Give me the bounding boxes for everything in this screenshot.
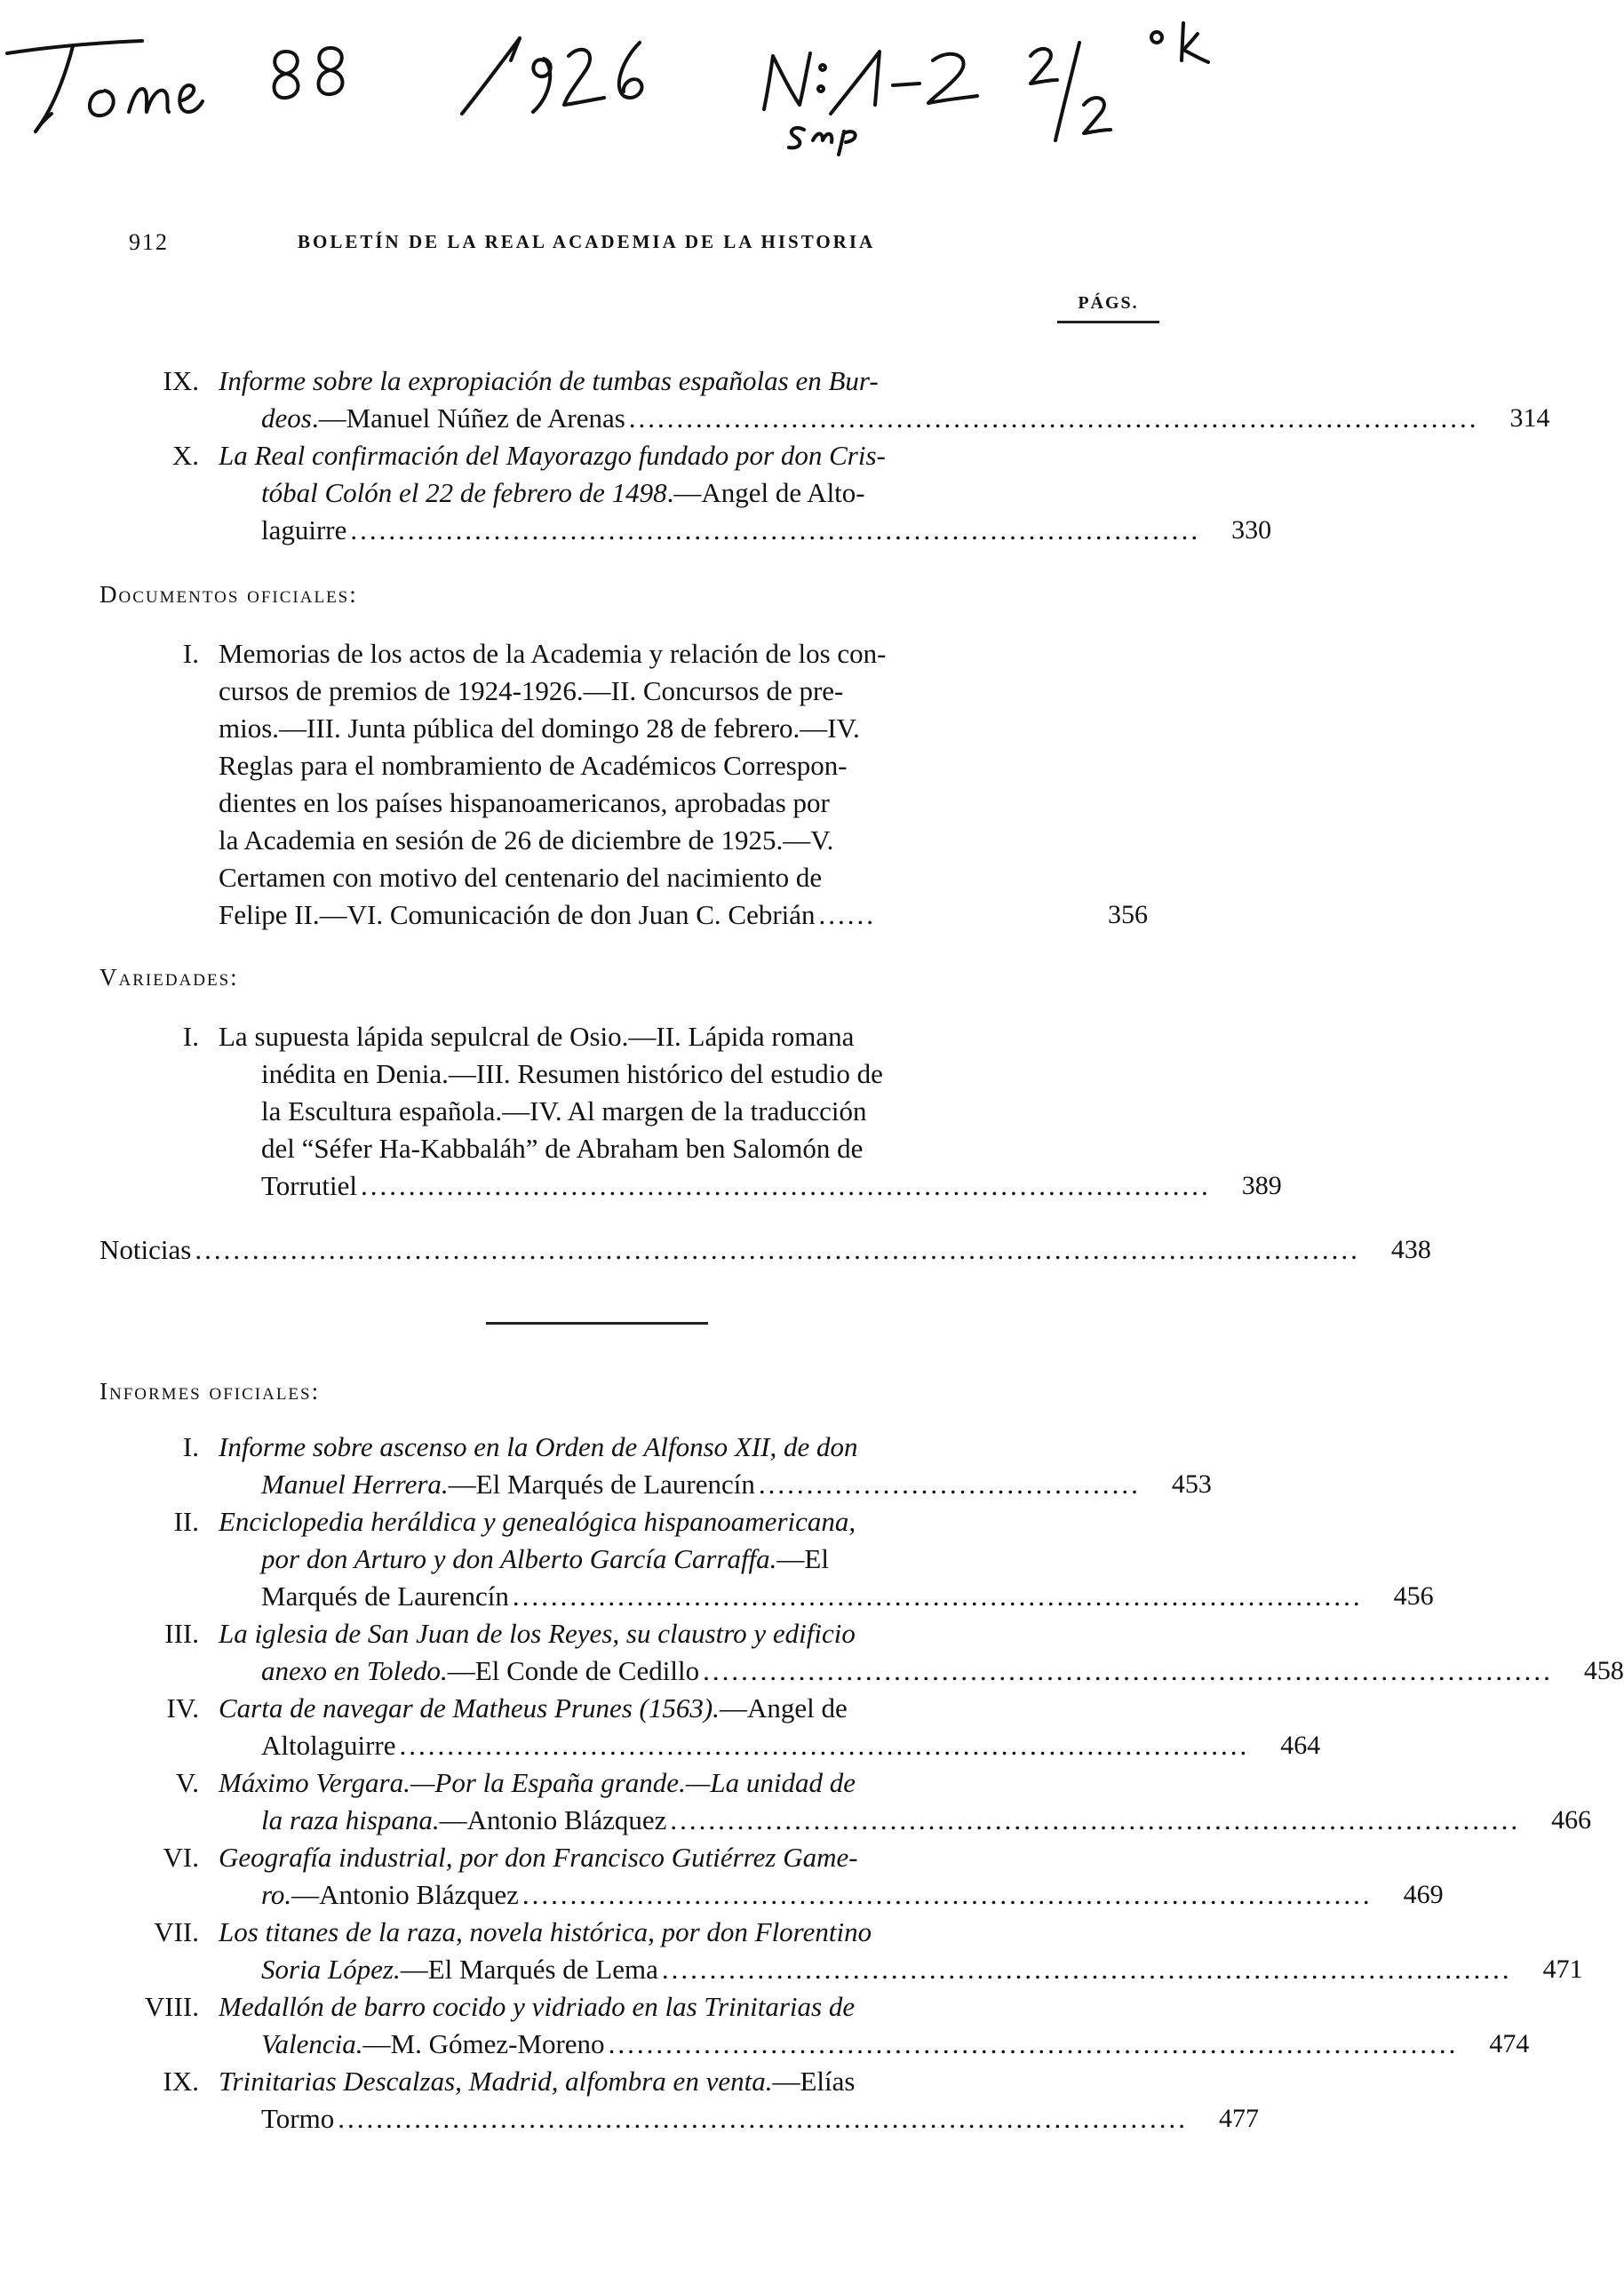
entry-line: Certamen con motivo del centenario del nacimiento de	[219, 862, 823, 893]
entry-numeral: IX.	[163, 2066, 199, 2097]
entry-title-line: Carta de navegar de Matheus Prunes (1563).	[219, 1692, 720, 1724]
entry-author: .—Manuel Núñez de Arenas	[311, 402, 625, 434]
entry-author: —Angel de	[719, 1692, 848, 1724]
entry-page: 471	[1542, 1955, 1583, 1984]
dot-leader: .........................................................................................	[338, 2103, 1188, 2134]
entry-title-line: Trinitarias Descalzas, Madrid, alfombra en venta.	[219, 2066, 773, 2097]
entry-numeral: VII.	[154, 1916, 199, 1947]
dot-leader: .........................................................................................	[361, 1170, 1211, 1201]
entry-page: 466	[1551, 1805, 1592, 1835]
entry-author: —M. Gómez-Moreno	[362, 2028, 605, 2059]
entry-author: —Elías	[772, 2066, 856, 2097]
entry-line: Torrutiel	[261, 1170, 358, 1201]
entry-page: 330	[1231, 515, 1272, 545]
dot-leader: .........................................................................................	[661, 1954, 1512, 1985]
entry-title-line: Geografía industrial, por don Francisco Gutiérrez Game-	[219, 1842, 858, 1873]
entry-author: —Antonio Blázquez	[439, 1804, 667, 1835]
section-title-informes: Informes oficiales:	[100, 1378, 321, 1405]
entry-title-line: Informe sobre ascenso en la Orden de Alfonso XII, de don	[219, 1431, 858, 1462]
entry-page: 474	[1489, 2029, 1530, 2058]
entry-title-end: la raza hispana.	[261, 1804, 440, 1835]
entry-author-end: Marqués de Laurencín	[261, 1580, 509, 1612]
dot-leader: ........................................	[758, 1469, 1141, 1500]
dot-leader: .........................................................................................	[670, 1804, 1521, 1835]
page-number: 912	[129, 229, 169, 255]
entry-title-line: Máximo Vergara.—Por la España grande.—La unidad de	[219, 1767, 856, 1798]
entry-author: —El Marqués de Laurencín	[448, 1469, 755, 1500]
pags-rule	[1057, 321, 1159, 323]
entry-numeral: V.	[175, 1767, 199, 1798]
entry-title-line: tóbal Colón el 22 de febrero de 1498	[261, 477, 667, 508]
section-title-documentos: Documentos oficiales:	[100, 581, 358, 608]
entry-text	[219, 437, 1200, 549]
entry-author: —El Marqués de Lema	[400, 1954, 658, 1985]
entry-title-line: La Real confirmación del Mayorazgo fundado por don Cris-	[219, 440, 886, 471]
toc-entry	[100, 1615, 1624, 1690]
entry-author: .—Angel de Alto-	[666, 477, 865, 508]
pags-column-header	[1057, 293, 1159, 323]
dot-leader: .........................................................................................	[399, 1730, 1250, 1761]
toc-entry	[100, 1690, 1321, 1764]
toc-entry	[100, 1503, 1434, 1615]
toc-entry	[100, 2063, 1259, 2138]
entry-line: mios.—III. Junta pública del domingo 28 de febrero.—IV.	[219, 713, 860, 744]
entry-numeral: IX.	[163, 365, 199, 396]
toc-entry	[100, 362, 1550, 437]
entry-line: La supuesta lápida sepulcral de Osio.—II. Lápida romana	[219, 1021, 855, 1052]
handwritten-annotation	[0, 7, 1255, 149]
entry-page: 477	[1218, 2104, 1259, 2133]
entry-numeral: II.	[173, 1506, 199, 1537]
entry-page: 469	[1403, 1880, 1444, 1909]
dot-leader: .........................................................................................	[350, 514, 1201, 545]
toc-entry	[100, 1429, 1212, 1503]
toc-entry	[100, 1914, 1583, 1988]
entry-title-end: deos	[261, 402, 312, 434]
entry-title-line: Enciclopedia heráldica y genealógica hispanoamericana,	[219, 1506, 856, 1537]
entry-numeral: I.	[182, 638, 199, 669]
dot-leader: .........................................................................................	[608, 2028, 1459, 2059]
entry-title-line: Los titanes de la raza, novela histórica, por don Florentino	[219, 1916, 872, 1947]
entry-author: —Antonio Blázquez	[291, 1879, 519, 1910]
entry-page: 356	[1108, 900, 1148, 929]
entry-author: —El	[776, 1543, 829, 1574]
entry-numeral: IV.	[166, 1692, 199, 1724]
entry-title-end: ro.	[261, 1879, 292, 1910]
entry-line: cursos de premios de 1924-1926.—II. Concursos de pre-	[219, 675, 844, 706]
toc-entry	[100, 1764, 1592, 1839]
table-of-contents	[100, 362, 1624, 2138]
entry-title-line: Informe sobre la expropiación de tumbas españolas en Bur-	[219, 365, 879, 396]
entry-page: 389	[1241, 1171, 1282, 1200]
entry-text	[219, 362, 1479, 437]
entry-line: del “Séfer Ha-Kabbaláh” de Abraham ben Salomón de	[261, 1133, 864, 1164]
entry-title-line: Medallón de barro cocido y vidriado en las Trinitarias de	[219, 1991, 856, 2022]
toc-entry	[100, 1018, 1282, 1205]
section-title-variedades: Variedades:	[100, 964, 239, 991]
entry-line: la Escultura española.—IV. Al margen de la traducción	[261, 1095, 867, 1127]
entry-title-end: Valencia.	[261, 2028, 363, 2059]
dot-leader: .........................................................................................	[703, 1655, 1553, 1686]
entry-line: la Academia en sesión de 26 de diciembre de 1925.—V.	[219, 824, 834, 856]
entry-author-end: laguirre	[261, 514, 347, 545]
entry-numeral: I.	[182, 1431, 199, 1462]
entry-page: 438	[1390, 1235, 1431, 1264]
dot-leader: .........................................................................................	[512, 1580, 1363, 1612]
entry-page: 458	[1583, 1656, 1624, 1685]
entry-line: Memorias de los actos de la Academia y relación de los con-	[219, 638, 887, 669]
entry-title-line: La iglesia de San Juan de los Reyes, su claustro y edificio	[219, 1618, 856, 1649]
pags-label: PÁGS.	[1078, 293, 1139, 313]
entry-title-line: por don Arturo y don Alberto García Carraffa.	[261, 1543, 777, 1574]
dot-leader: ..........................................................................................................................	[195, 1234, 1360, 1265]
section-divider	[486, 1322, 708, 1325]
entry-numeral: VIII.	[144, 1991, 199, 2022]
entry-page: 453	[1171, 1469, 1212, 1499]
noticias-label: Noticias	[100, 1234, 192, 1265]
toc-entry	[100, 437, 1272, 549]
entry-line: Reglas para el nombramiento de Académicos Correspon-	[219, 750, 848, 781]
entry-page: 314	[1509, 403, 1550, 433]
toc-entry	[100, 1988, 1530, 2063]
toc-entry-noticias	[100, 1231, 1431, 1269]
entry-numeral: X.	[171, 440, 199, 471]
dot-leader: ......	[818, 899, 877, 930]
dot-leader: .........................................................................................	[521, 1879, 1373, 1910]
entry-title-end: Soria López.	[261, 1954, 401, 1985]
running-head: BOLETÍN DE LA REAL ACADEMIA DE LA HISTORIA	[298, 231, 876, 252]
toc-entry	[100, 635, 1148, 934]
entry-title-end: Manuel Herrera.	[261, 1469, 449, 1500]
entry-line: inédita en Denia.—III. Resumen histórico del estudio de	[261, 1058, 883, 1089]
entry-numeral: I.	[182, 1021, 199, 1052]
entry-author-end: Tormo	[261, 2103, 335, 2134]
entry-numeral: III.	[164, 1618, 199, 1649]
entry-numeral: VI.	[163, 1842, 199, 1873]
entry-author: —El Conde de Cedillo	[447, 1655, 700, 1686]
entry-line: Felipe II.—VI. Comunicación de don Juan C. Cebrián	[219, 899, 816, 930]
entry-page: 464	[1280, 1731, 1321, 1760]
page-header	[0, 229, 1255, 265]
entry-text	[219, 1018, 1211, 1205]
entry-page: 456	[1393, 1581, 1434, 1611]
entry-title-end: anexo en Toledo.	[261, 1655, 448, 1686]
entry-author-end: Altolaguirre	[261, 1730, 396, 1761]
entry-text	[219, 635, 1077, 934]
entry-line: dientes en los países hispanoamericanos, aprobadas por	[219, 787, 830, 818]
dot-leader: .........................................................................................	[628, 402, 1479, 434]
toc-entry	[100, 1839, 1444, 1914]
